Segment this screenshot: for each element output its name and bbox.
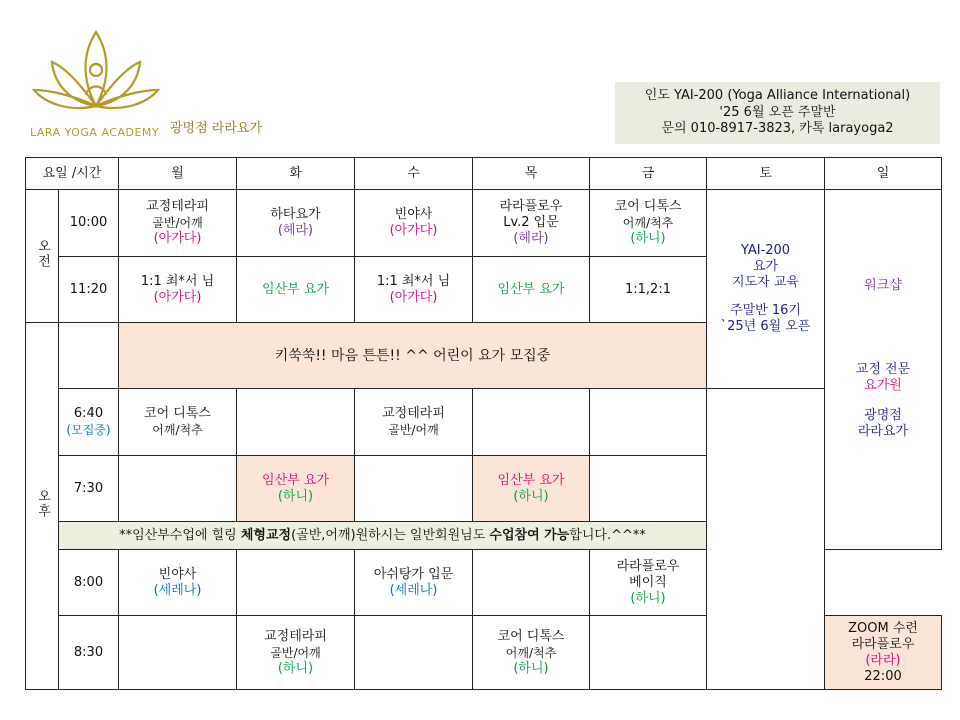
schedule-table (25, 157, 942, 690)
tue-0830: 교정테라피 골반/어깨 (하니) (237, 616, 355, 690)
fri-1120: 1:1,2:1 (590, 257, 707, 323)
header-wed: 수 (355, 158, 473, 190)
tue-1000: 하타요가 (헤라) (237, 190, 355, 257)
lotus-logo (30, 24, 162, 124)
header-sat: 토 (707, 158, 825, 190)
row-1000 (26, 190, 942, 257)
wed-0730 (355, 456, 473, 522)
header-thu: 목 (473, 158, 590, 190)
header-time: 요일 /시간 (26, 158, 119, 190)
wed-0830 (355, 616, 473, 690)
thu-1000: 라라플로우 Lv.2 입문 (헤라) (473, 190, 590, 257)
info-box (615, 82, 940, 144)
tue-0730: 임산부 요가 (하니) (237, 456, 355, 522)
row-0640 (26, 389, 942, 456)
am-label: 오전 (26, 190, 59, 323)
time-kids (59, 323, 119, 389)
mon-0830 (119, 616, 237, 690)
branch-name: 광명점 라라요가 (170, 121, 263, 136)
tue-0640 (237, 389, 355, 456)
tue-1120: 임산부 요가 (237, 257, 355, 323)
time-1120: 11:20 (59, 257, 119, 323)
mon-1120: 1:1 최*서 님 (아가다) (119, 257, 237, 323)
header-tue: 화 (237, 158, 355, 190)
time-1000: 10:00 (59, 190, 119, 257)
mon-1000: 교정테라피 골반/어깨 (아가다) (119, 190, 237, 257)
fri-1000: 코어 디톡스 어깨/척추 (하니) (590, 190, 707, 257)
sun-zoom-0830: ZOOM 수련 라라플로우 (라라) 22:00 (825, 616, 942, 690)
header-sun: 일 (825, 158, 942, 190)
wed-1000: 빈야사 (아가다) (355, 190, 473, 257)
info-line-1: 인도 YAI-200 (Yoga Alliance International) (644, 88, 911, 103)
fri-0800: 라라플로우 베이직 (하니) (590, 550, 707, 616)
fri-0640 (590, 389, 707, 456)
time-0800: 8:00 (59, 550, 119, 616)
thu-0730: 임산부 요가 (하니) (473, 456, 590, 522)
info-line-3: 문의 010-8917-3823, 카톡 larayoga2 (661, 121, 894, 136)
sat-empty (707, 389, 825, 690)
thu-1120: 임산부 요가 (473, 257, 590, 323)
wed-0800: 아쉬탕가 입문 (세레나) (355, 550, 473, 616)
mon-0800: 빈야사 (세레나) (119, 550, 237, 616)
logo-text: LARA YOGA ACADEMY (30, 126, 160, 139)
info-line-2: '25 6월 오픈 주말반 (719, 104, 836, 120)
thu-0830: 코어 디톡스 어깨/척추 (하니) (473, 616, 590, 690)
tue-0800 (237, 550, 355, 616)
header-fri: 금 (590, 158, 707, 190)
thu-0640 (473, 389, 590, 456)
wed-0640: 교정테라피 골반/어깨 (355, 389, 473, 456)
kids-yoga-banner: 키쑥쑥!! 마음 튼튼!! ^^ 어린이 요가 모집중 (119, 323, 707, 389)
time-0640: 6:40 (모집중) (59, 389, 119, 456)
fri-0830 (590, 616, 707, 690)
fri-0730 (590, 456, 707, 522)
thu-0800 (473, 550, 590, 616)
header-row (26, 158, 942, 190)
header-mon: 월 (119, 158, 237, 190)
wed-1120: 1:1 최*서 님 (아가다) (355, 257, 473, 323)
mon-0730 (119, 456, 237, 522)
sat-yai-200: YAI-200 요가 지도자 교육 주말반 16기 `25년 6월 오픈 (707, 190, 825, 389)
notice-banner: **임산부수업에 힐링 체형교정(골반,어깨)원하시는 일반회원님도 수업참여 가능합니다.^^** (59, 522, 707, 550)
time-0730: 7:30 (59, 456, 119, 522)
mon-0640: 코어 디톡스 어깨/척추 (119, 389, 237, 456)
lotus-icon (30, 24, 162, 124)
pm-label: 오후 (26, 323, 59, 690)
sun-merged: 워크샵 교정 전문 요가원 광명점 라라요가 (825, 190, 942, 550)
time-0830: 8:30 (59, 616, 119, 690)
